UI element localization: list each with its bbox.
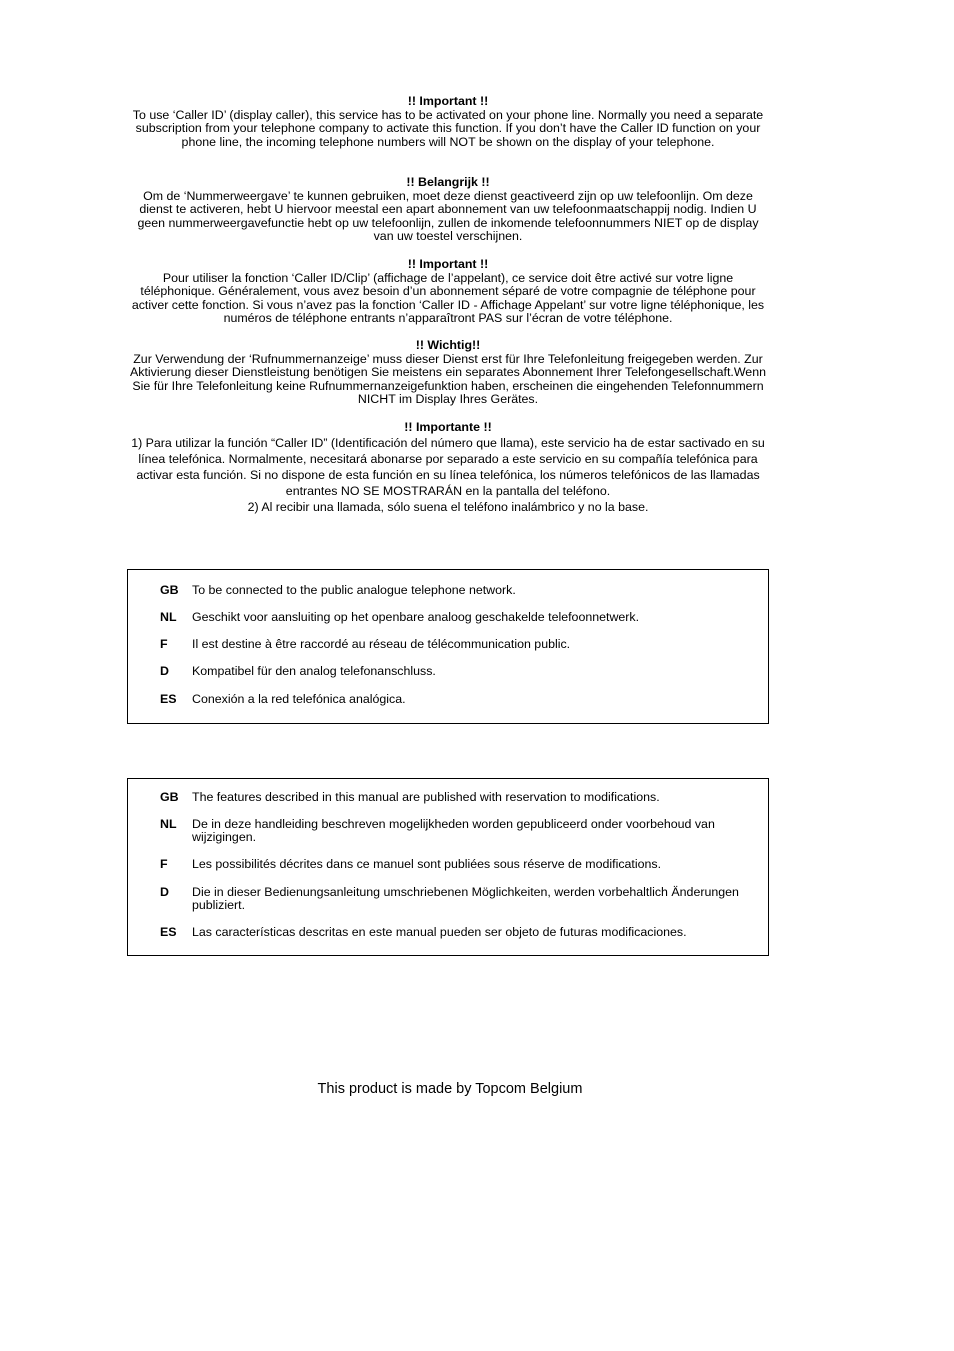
lang-code: GB xyxy=(160,583,179,597)
lang-text: Kompatibel für den analog telefonanschluss. xyxy=(192,664,436,678)
notice-body: Pour utiliser la fonction ‘Caller ID/Clip’ (affichage de l’appelant), ce service doit être activé sur votre ligne téléphonique. Généralement, vous avez besoin d’un abonnement séparé de votre compagnie de téléphone pour activer cette fonction. Si vous n’avez pas la fonction ‘Caller ID - Affichage Appelant’ sur votre ligne téléphonique, les numéros de téléphone entrants n’apparaîtront PAS sur l’écran de votre téléphone. xyxy=(131,270,765,326)
lang-text: De in deze handleiding beschreven mogelijkheden worden gepubliceerd onder voorbehoud van wijzigingen. xyxy=(192,817,715,844)
lang-text: Geschikt voor aansluiting op het openbare analoog geschakelde telefoonnetwerk. xyxy=(192,610,640,624)
notice-nl xyxy=(127,176,769,244)
notice-title: !! Important !! xyxy=(407,257,489,271)
lang-code: D xyxy=(160,664,169,678)
lang-text: Il est destine à être raccordé au réseau de télécommunication public. xyxy=(192,637,571,651)
lang-text: Les possibilités décrites dans ce manuel sont publiées sous réserve de modifications. xyxy=(192,857,662,871)
notice-de xyxy=(127,339,769,407)
notice-title: !! Belangrijk !! xyxy=(406,175,490,189)
notice-gb xyxy=(127,95,769,149)
notice-body: 1) Para utilizar la función “Caller ID” (Identificación del número que llama), este servicio ha de estar sactivado en su línea telefónica. Normalmente, necesitará abonarse por separado a este servicio en su compañía telefónica para activar esta función. Si no dispone de esta función en su línea telefónica, los números telefónicos de las llamadas entrantes NO SE MOSTRARÁN en la pantalla del teléfono. xyxy=(131,436,765,498)
manufacturer-credit: This product is made by Topcom Belgium xyxy=(317,1081,583,1097)
notice-body: Om de ‘Nummerweergave’ te kunnen gebruiken, moet deze dienst geactiveerd zijn op uw telefoonlijn. Om deze dienst te activeren, hebt U hiervoor meestal een apart abonnement van uw telefoonmaatschappij nodig. Indien U geen nummerweergavefunctie hebt op uw telefoonlijn, zullen de inkomende telefoonnummers NIET op de display van uw toestel verschijnen. xyxy=(137,188,759,244)
notice-es xyxy=(127,419,769,515)
lang-text: Conexión a la red telefónica analógica. xyxy=(192,692,406,706)
lang-text: To be connected to the public analogue telephone network. xyxy=(192,583,516,597)
lang-code: D xyxy=(160,885,169,899)
notice-title: !! Wichtig!! xyxy=(415,338,481,352)
lang-code: NL xyxy=(160,610,177,624)
lang-code: ES xyxy=(160,692,177,706)
lang-text: Die in dieser Bedienungsanleitung umschriebenen Möglichkeiten, werden vorbehaltlich Änderungen publiziert. xyxy=(192,885,739,912)
notice-title: !! Importante !! xyxy=(404,420,492,434)
features-box xyxy=(127,778,769,956)
notice-title: !! Important !! xyxy=(407,94,489,108)
notice-fr xyxy=(127,258,769,326)
lang-text: The features described in this manual are published with reservation to modifications. xyxy=(192,790,660,804)
lang-code: NL xyxy=(160,817,177,831)
notice-body-2: 2) Al recibir una llamada, sólo suena el teléfono inalámbrico y no la base. xyxy=(247,500,649,514)
lang-text: Las características descritas en este manual pueden ser objeto de futuras modificaciones. xyxy=(192,925,687,939)
lang-code: ES xyxy=(160,925,177,939)
lang-code: F xyxy=(160,637,168,651)
lang-code: GB xyxy=(160,790,179,804)
notice-body: Zur Verwendung der ‘Rufnummernanzeige’ muss dieser Dienst erst für Ihre Telefonleitung freigegeben werden. Zur Aktivierung dieser Dienstleistung benötigen Sie meistens ein separates Abonnement Ihrer Telefongesellschaft.Wenn Sie für Ihre Telefonleitung keine Rufnummernanzeigefunktion haben, erscheinen die eingehenden Telefonnummern NICHT im Display Ihres Gerätes. xyxy=(130,351,766,407)
connection-box xyxy=(127,569,769,724)
lang-code: F xyxy=(160,857,168,871)
notice-body: To use ‘Caller ID’ (display caller), this service has to be activated on your phone line. Normally you need a separate subscription from your telephone company to activate this function. If you don’t have the Caller ID function on your phone line, the incoming telephone numbers will NOT be shown on the display of your telephone. xyxy=(132,107,764,149)
